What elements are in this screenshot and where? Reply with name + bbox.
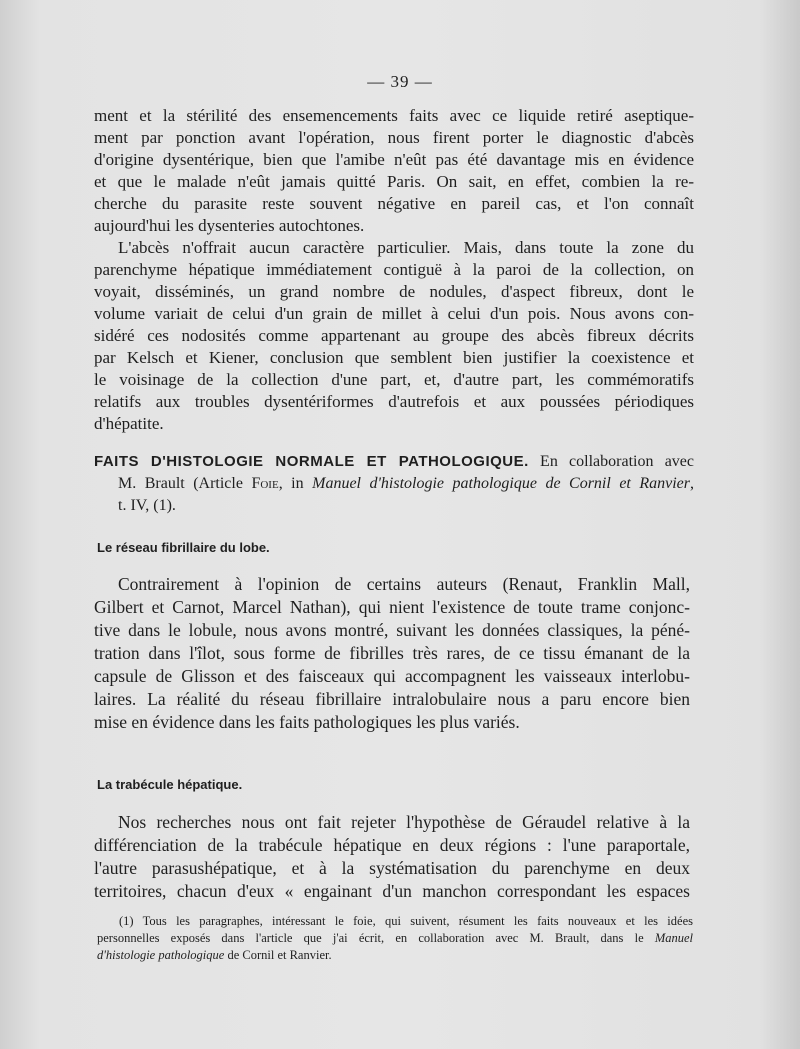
text-line: cherche du parasite reste souvent négative en pareil cas, et l'on connaît <box>94 194 694 213</box>
text-line: ment et la stérilité des ensemencements faits avec ce liquide retiré aseptique- <box>94 106 694 125</box>
footnote-line <box>97 947 693 964</box>
text-line: ment par ponction avant l'opération, nous firent porter le diagnostic d'abcès <box>94 128 694 147</box>
text-line: tive dans le lobule, nous avons montré, suivant les données classiques, la péné- <box>94 620 690 640</box>
intro-paragraphs <box>94 105 694 435</box>
text-line: laires. La réalité du réseau fibrillaire intralobulaire nous a paru encore bien <box>94 689 690 709</box>
article-title: FAITS D'HISTOLOGIE NORMALE ET PATHOLOGIQUE. <box>94 453 529 470</box>
article-title-line <box>94 451 694 473</box>
article-collab: En collaboration avec <box>528 453 694 470</box>
footnote-manuel: Manuel <box>654 931 693 945</box>
text-line: Gilbert et Carnot, Marcel Nathan), qui nient l'existence de toute trame conjonc- <box>94 597 690 617</box>
footnote-manual-title: d'histologie pathologique <box>97 948 225 962</box>
page-number: — 39 — <box>367 72 433 91</box>
section-trabecule-text <box>94 811 690 903</box>
article-manual-title: Manuel d'histologie pathologique de Cornil et Ranvier <box>312 475 691 492</box>
text-line: capsule de Glisson et des faisceaux qui accompagnent les vaisseaux interlobu- <box>94 666 690 686</box>
article-reference-line <box>94 473 694 495</box>
section-heading-trabecule: La trabécule hépatique. <box>97 777 243 792</box>
article-entry <box>94 451 694 517</box>
text-line: territoires, chacun d'eux « engainant d'un manchon correspondant les espaces <box>94 881 690 901</box>
text-line: volume variait de celui d'un grain de millet à celui d'un pois. Nous avons con- <box>94 304 694 323</box>
section-heading-reseau: Le réseau fibrillaire du lobe. <box>97 540 270 555</box>
text-line: L'abcès n'offrait aucun caractère particulier. Mais, dans toute la zone du <box>118 238 694 257</box>
footnote-text: personnelles exposés dans l'article que j'ai écrit, en collaboration avec M. Brault, dans le <box>97 931 655 945</box>
text-line: tration dans l'îlot, sous forme de fibrilles très rares, de ce tissu émanant de la <box>94 643 690 663</box>
text-line: mise en évidence dans les faits pathologiques les plus variés. <box>94 712 520 732</box>
article-in: , in <box>278 475 313 492</box>
text-line: Nos recherches nous ont fait rejeter l'hypothèse de Géraudel relative à la <box>118 812 690 832</box>
text-line: sidéré ces nodosités comme appartenant au groupe des abcès fibreux décrits <box>94 326 694 345</box>
text-line: voyait, disséminés, un grand nombre de nodules, d'aspect fibreux, dont le <box>94 282 694 301</box>
text-line: différenciation de la trabécule hépatique en deux régions : l'une paraportale, <box>94 835 690 855</box>
text-line: parenchyme hépatique immédiatement contiguë à la paroi de la collection, on <box>94 260 694 279</box>
text-line: et que le malade n'eût jamais quitté Paris. On sait, en effet, combien la re- <box>94 172 694 191</box>
text-line: le voisinage de la collection d'une part, et, d'autre part, les commémoratifs <box>94 370 694 389</box>
article-comma: , <box>690 475 695 492</box>
text-line: par Kelsch et Kiener, conclusion que semblent bien justifier la coexistence et <box>94 348 694 367</box>
section-reseau-text <box>94 573 690 734</box>
text-line: relatifs aux troubles dysentériformes d'autrefois et aux poussées périodiques <box>94 392 694 411</box>
footnote-line <box>97 930 693 947</box>
text-line: d'origine dysentérique, bien que l'amibe n'eût pas été davantage mis en évidence <box>94 150 694 169</box>
text-line: Contrairement à l'opinion de certains auteurs (Renaut, Franklin Mall, <box>118 574 690 594</box>
text-line: l'autre parasushépatique, et à la systématisation du parenchyme en deux <box>94 858 690 878</box>
footnote-line: (1) Tous les paragraphes, intéressant le foie, qui suivent, résument les faits nouveaux et les idées <box>119 914 693 928</box>
article-author: M. Brault (Article <box>118 475 252 492</box>
article-volume: t. IV, (1). <box>118 497 176 514</box>
article-foie: Foie <box>251 475 279 492</box>
footnote-text-end: de Cornil et Ranvier. <box>224 948 332 962</box>
text-line: d'hépatite. <box>94 414 164 433</box>
footnote <box>97 913 693 964</box>
text-line: aujourd'hui les dysenteries autochtones. <box>94 216 365 235</box>
